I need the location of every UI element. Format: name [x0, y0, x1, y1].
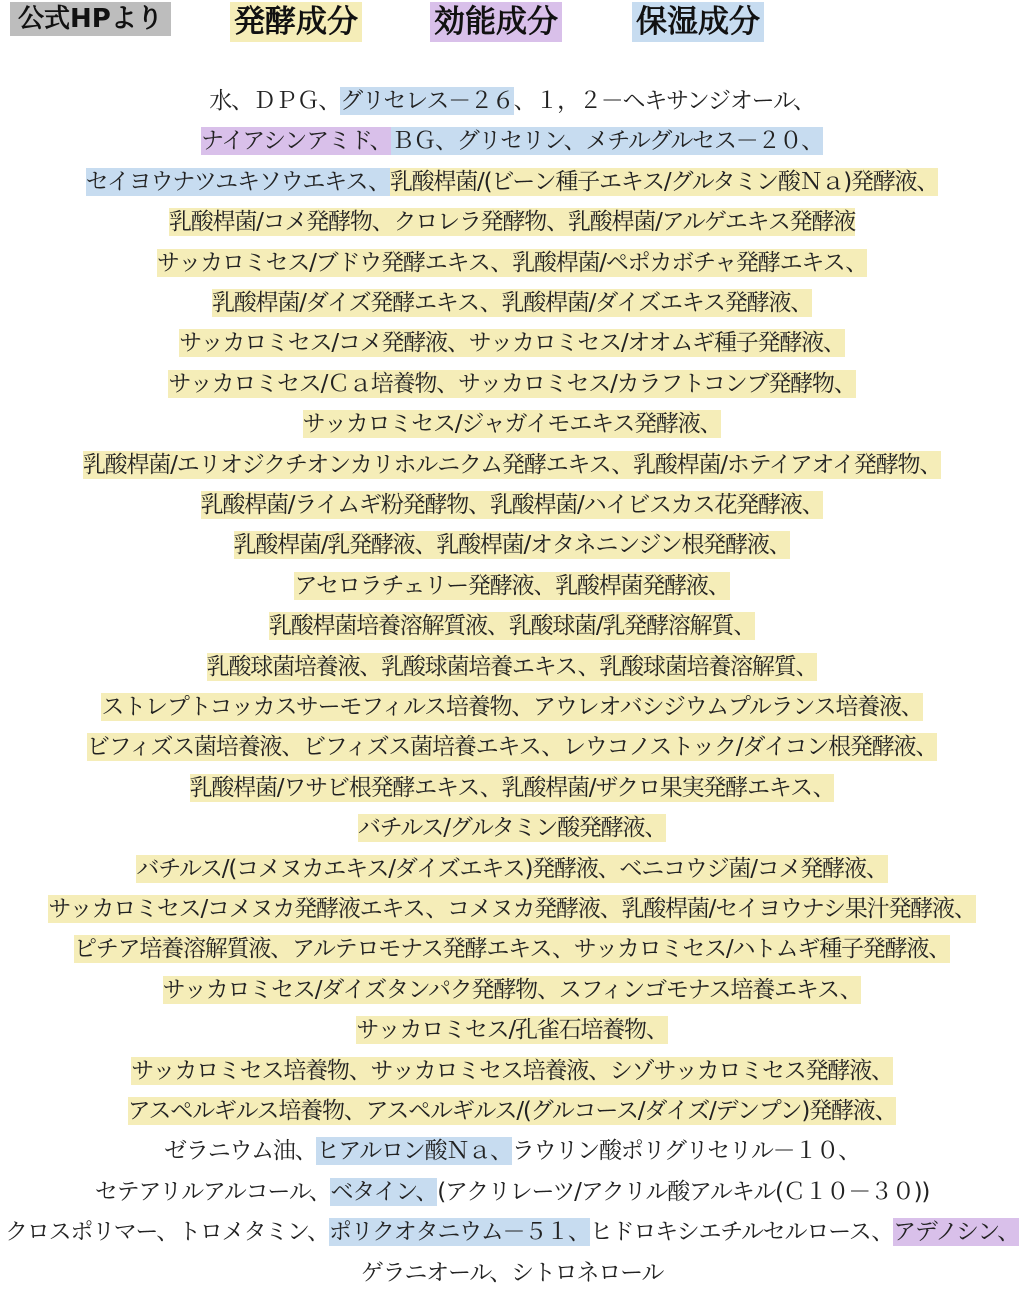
- ingredient-line: [0, 571, 1024, 603]
- ingredient-ferment: アスペルギルス培養物、アスペルギルス/(グルコース/ダイズ/デンプン)発酵液、: [127, 1098, 897, 1124]
- ingredient-line: [0, 409, 1024, 441]
- ingredient-moist: メチルグルセス－２０、: [585, 128, 823, 155]
- ingredient-line: [0, 652, 1024, 684]
- ingredient-line: [0, 1056, 1024, 1088]
- ingredient-moist: ポリクオタニウム－５１、: [328, 1219, 590, 1246]
- ingredient-plain: 、１，２－ヘキサンジオール、: [513, 88, 815, 114]
- ingredient-line: [0, 611, 1024, 643]
- ingredient-line: [0, 894, 1024, 926]
- ingredient-line: [0, 248, 1024, 280]
- ingredient-ferment: サッカロミセス/ブドウ発酵エキス、乳酸桿菌/ペポカボチャ発酵エキス、: [156, 249, 867, 276]
- ingredient-plain: ラウリン酸ポリグリセリル－１０、: [511, 1138, 860, 1165]
- ingredient-plain: ヒドロキシエチルセルロース、: [589, 1219, 894, 1246]
- ingredient-moist: ヒアルロン酸Ｎａ、: [316, 1138, 512, 1165]
- ingredient-line: [0, 1177, 1024, 1209]
- ingredient-line: [0, 530, 1024, 562]
- ingredient-ferment: 乳酸球菌培養液、乳酸球菌培養エキス、乳酸球菌培養溶解質、: [206, 653, 818, 680]
- ingredient-line: [0, 1096, 1024, 1128]
- ingredient-line: [0, 288, 1024, 320]
- ingredient-line: [0, 167, 1024, 199]
- ingredient-line: [0, 126, 1024, 158]
- ingredient-line: [0, 975, 1024, 1007]
- ingredient-ferment: サッカロミセス培養物、サッカロミセス培養液、シゾサッカロミセス発酵液、: [131, 1057, 893, 1084]
- ingredient-line: [0, 369, 1024, 401]
- ingredient-line: [0, 773, 1024, 805]
- ingredient-moist: セイヨウナツユキソウエキス、: [85, 168, 390, 195]
- source-badge: 公式HPより: [10, 2, 171, 36]
- ingredient-ferment: アセロラチェリー発酵液、乳酸桿菌発酵液、: [294, 572, 730, 599]
- ingredient-ferment: ピチア培養溶解質液、アルテロモナス発酵エキス、サッカロミセス/ハトムギ種子発酵液、: [73, 936, 951, 963]
- ingredient-ferment: 乳酸桿菌/乳発酵液、乳酸桿菌/オタネニンジン根発酵液、: [233, 532, 791, 559]
- ingredient-line: [0, 490, 1024, 522]
- ingredient-plain: (アクリレーツ/アクリル酸アルキル(Ｃ１０－３０)): [437, 1178, 930, 1205]
- ingredient-ferment: サッカロミセス/ダイズタンパク発酵物、スフィンゴモナス培養エキス、: [162, 976, 862, 1003]
- ingredient-line: [0, 813, 1024, 845]
- ingredient-ferment: ストレプトコッカスサーモフィルス培養物、アウレオバシジウムプルランス培養液、: [101, 694, 923, 720]
- ingredient-line: [0, 1015, 1024, 1047]
- ingredient-ferment: サッカロミセス/ジャガイモエキス発酵液、: [302, 411, 722, 438]
- ingredient-line: [0, 1258, 1024, 1290]
- ingredient-line: [0, 328, 1024, 360]
- legend-moist: 保湿成分: [632, 2, 764, 42]
- ingredient-ferment: 乳酸桿菌/コメ発酵物、クロレラ発酵物、乳酸桿菌/アルゲエキス発酵液: [168, 209, 856, 236]
- ingredient-ferment: サッカロミセス/コメ発酵液、サッカロミセス/オオムギ種子発酵液、: [179, 330, 845, 357]
- ingredient-ferment: バチルス/グルタミン酸発酵液、: [357, 815, 667, 842]
- ingredient-plain: ゼラニウム油、: [164, 1138, 317, 1165]
- ingredient-effect: ナイアシンアミド、: [201, 128, 392, 155]
- ingredient-moist: ＢＧ、グリセリン、: [391, 128, 586, 155]
- ingredient-line: [0, 207, 1024, 239]
- ingredient-plain: クロスポリマー、トロメタミン、: [5, 1219, 329, 1246]
- legend-header: [0, 0, 1024, 48]
- ingredient-ferment: 乳酸桿菌/ライムギ粉発酵物、乳酸桿菌/ハイビスカス花発酵液、: [200, 492, 824, 518]
- ingredient-ferment: 乳酸桿菌/(ビーン種子エキス/グルタミン酸Ｎａ)発酵液、: [389, 168, 939, 195]
- ingredient-line: [0, 1217, 1024, 1249]
- ingredient-effect: アデノシン、: [893, 1219, 1019, 1246]
- ingredient-line: [0, 934, 1024, 966]
- ingredient-plain: セテアリルアルコール、: [94, 1178, 331, 1205]
- ingredient-line: [0, 854, 1024, 886]
- ingredient-line: [0, 86, 1024, 118]
- ingredient-moist: グリセレス－２６: [340, 88, 514, 114]
- ingredient-line: [0, 450, 1024, 482]
- ingredient-ferment: ビフィズス菌培養液、ビフィズス菌培養エキス、レウコノストック/ダイコン根発酵液、: [86, 734, 938, 761]
- ingredient-ferment: 乳酸桿菌/エリオジクチオンカリホルニクム発酵エキス、乳酸桿菌/ホテイアオイ発酵物、: [82, 451, 942, 478]
- ingredient-plain: ゲラニオール、シトロネロール: [360, 1259, 664, 1286]
- ingredient-ferment: 乳酸桿菌/ダイズ発酵エキス、乳酸桿菌/ダイズエキス発酵液、: [211, 290, 813, 316]
- legend-ferment: 発酵成分: [230, 2, 362, 42]
- ingredient-line: [0, 1136, 1024, 1168]
- ingredient-ferment: 乳酸桿菌/ワサビ根発酵エキス、乳酸桿菌/ザクロ果実発酵エキス、: [189, 774, 835, 801]
- ingredient-ferment: サッカロミセス/コメヌカ発酵液エキス、コメヌカ発酵液、乳酸桿菌/セイヨウナシ果汁発酵液、: [48, 896, 976, 922]
- ingredient-plain: 水、ＤＰＧ、: [209, 88, 341, 114]
- ingredient-ferment: 乳酸桿菌培養溶解質液、乳酸球菌/乳発酵溶解質、: [268, 613, 756, 640]
- ingredient-line: [0, 692, 1024, 724]
- ingredient-ferment: バチルス/(コメヌカエキス/ダイズエキス)発酵液、ベニコウジ菌/コメ発酵液、: [136, 855, 888, 882]
- ingredient-line: [0, 732, 1024, 764]
- ingredient-ferment: サッカロミセス/孔雀石培養物、: [356, 1017, 668, 1044]
- legend-effect: 効能成分: [430, 2, 562, 42]
- ingredient-moist: ベタイン、: [330, 1178, 438, 1205]
- ingredient-ferment: サッカロミセス/Ｃａ培養物、サッカロミセス/カラフトコンブ発酵物、: [168, 370, 856, 397]
